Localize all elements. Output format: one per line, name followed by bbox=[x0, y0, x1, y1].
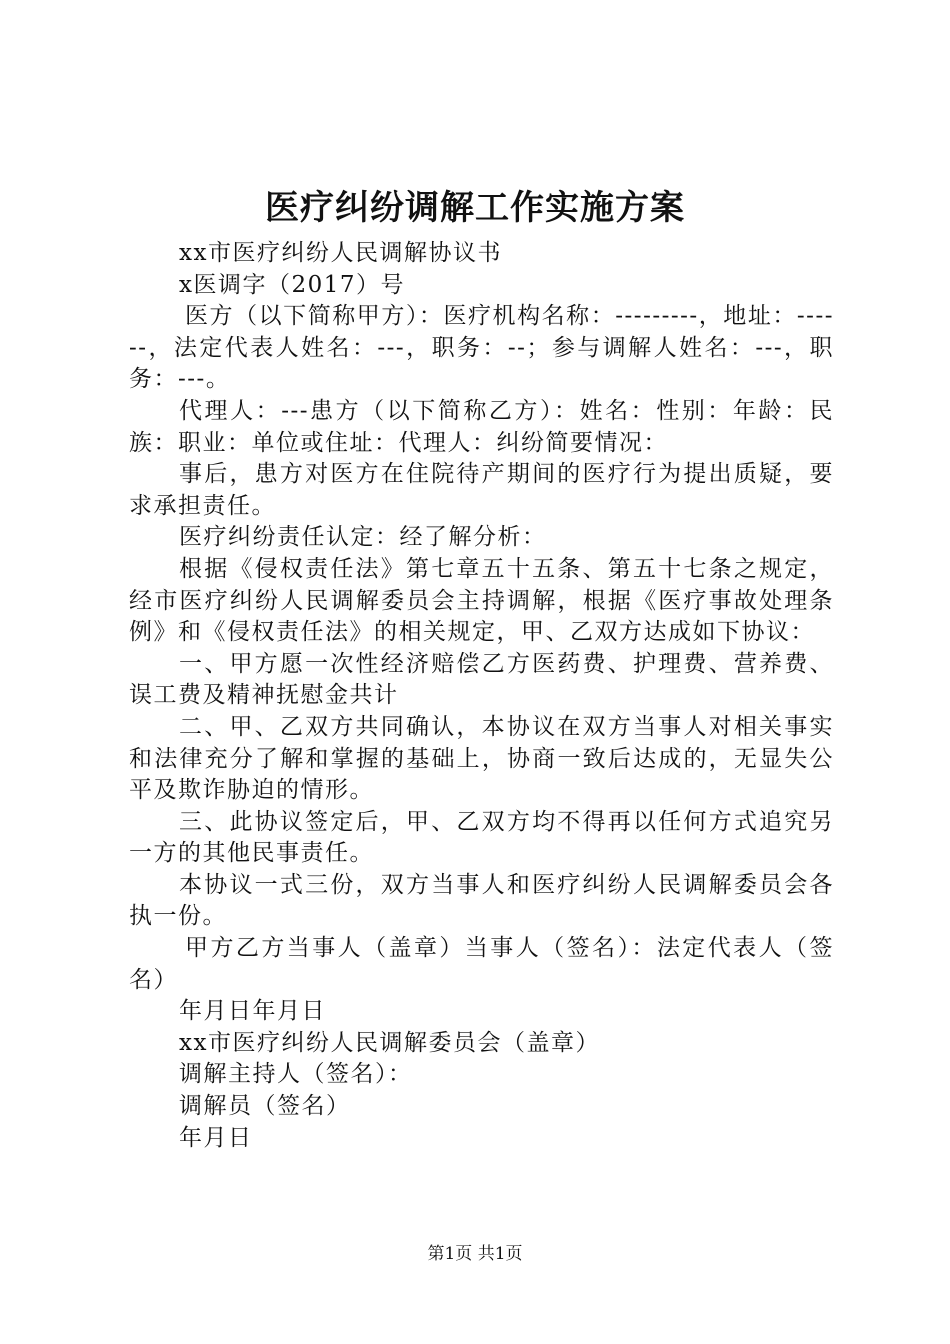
paragraph-mediator-host: 调解主持人（签名）： bbox=[179, 1061, 413, 1088]
paragraph-party-b: 代理人：---患方（以下简称乙方）：姓名：性别：年龄：民族：职业：单位或住址：代理人：纠纷简要情况： bbox=[129, 397, 834, 456]
paragraph-clause-2: 二、甲、乙双方共同确认，本协议在双方当事人对相关事实和法律充分了解和掌握的基础上，协商一致后达成的，无显失公平及欺诈胁迫的情形。 bbox=[129, 713, 834, 804]
paragraph-final-date: 年月日 bbox=[179, 1124, 253, 1151]
paragraph-agreement-heading: xx市医疗纠纷人民调解协议书 bbox=[179, 240, 502, 266]
paragraph-clause-3: 三、此协议签定后，甲、乙双方均不得再以任何方式追究另一方的其他民事责任。 bbox=[129, 808, 834, 867]
paragraph-party-a: 医方（以下简称甲方）：医疗机构名称：---------，地址：------，法定代表人姓名：---，职务：--；参与调解人姓名：---，职务：---。 bbox=[129, 303, 834, 393]
document-title: 医疗纠纷调解工作实施方案 bbox=[265, 188, 685, 228]
paragraph-copies: 本协议一式三份，双方当事人和医疗纠纷人民调解委员会各执一份。 bbox=[129, 871, 834, 930]
paragraph-dates: 年月日年月日 bbox=[179, 998, 326, 1025]
paragraph-reference-number: x医调字（2017）号 bbox=[179, 271, 406, 298]
page-footer: 第1页 共1页 bbox=[427, 1244, 523, 1264]
paragraph-mediator: 调解员（签名） bbox=[179, 1093, 351, 1120]
paragraph-signatures: 甲方乙方当事人（盖章）当事人（签名）：法定代表人（签名） bbox=[129, 935, 834, 993]
document-body bbox=[129, 238, 834, 1154]
paragraph-clause-1: 一、甲方愿一次性经济赔偿乙方医药费、护理费、营养费、误工费及精神抚慰金共计 bbox=[129, 650, 834, 709]
paragraph-liability: 医疗纠纷责任认定：经了解分析： bbox=[179, 524, 547, 551]
paragraph-dispute-summary: 事后，患方对医方在住院待产期间的医疗行为提出质疑，要求承担责任。 bbox=[129, 461, 834, 519]
paragraph-legal-basis: 根据《侵权责任法》第七章五十五条、第五十七条之规定，经市医疗纠纷人民调解委员会主持调解，根据《医疗事故处理条例》和《侵权责任法》的相关规定，甲、乙双方达成如下协议： bbox=[129, 555, 834, 646]
paragraph-committee-seal: xx市医疗纠纷人民调解委员会（盖章） bbox=[179, 1029, 600, 1056]
